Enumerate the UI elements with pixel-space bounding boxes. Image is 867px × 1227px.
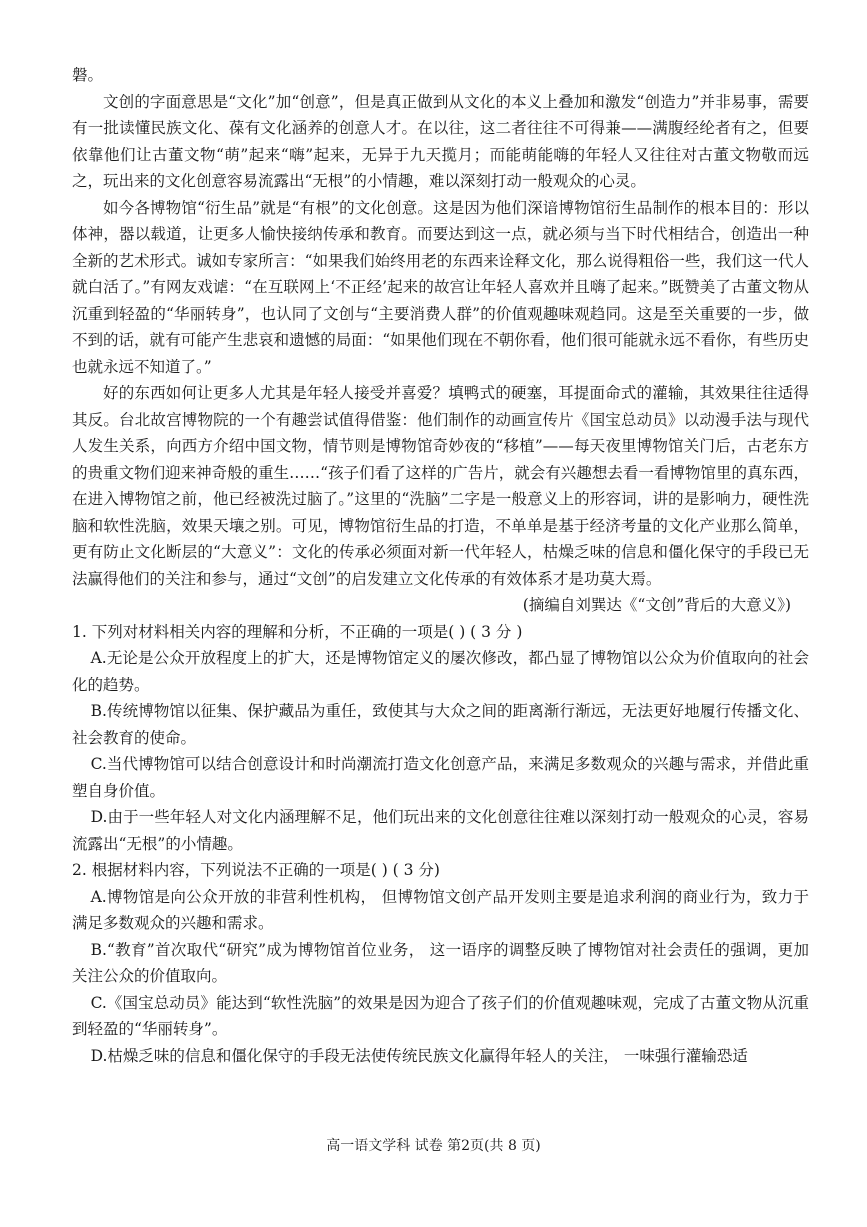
question-2-option-c: C.《国宝总动员》能达到“软性洗脑”的效果是因为迎合了孩子们的价值观趣味观，完成了古董文物从沉重到轻盈的“华丽转身”。 — [72, 993, 809, 1038]
question-1-option-b: B.传统博物馆以征集、保护藏品为重任，致使其与大众之间的距离渐行渐远，无法更好地履行传播文化、社会教育的使命。 — [72, 702, 809, 747]
passage-paragraph: 如今各博物馆“衍生品”就是“有根”的文化创意。这是因为他们深谙博物馆衍生品制作的根本目的：形以体神，器以载道，让更多人愉快接纳传承和教育。而要达到这一点，就必须与当下时代相结合，创造出一种全新的艺术形式。诚如专家所言：“如果我们始终用老的东西来诠释文化，那么说得粗俗一些，我们这一代人就白活了。”有网友戏谑：“在互联网上‘不正经’起来的故宫让年轻人喜欢并且嗨了起来。”既赞美了古董文物从沉重到轻盈的“华丽转身”，也认同了文创与“主要消费人群”的价值观趣味观趋同。这是至关重要的一步，做不到的话，就有可能产生悲哀和遗憾的局面：“如果他们现在不朝你看，他们很可能就永远不看你，有些历史也就永远不知道了。” — [72, 198, 809, 376]
question-1-stem: 1. 下列对材料相关内容的理解和分析，不正确的一项是( ) ( 3 分 ) — [72, 622, 523, 641]
question-2-stem: 2. 根据材料内容，下列说法不正确的一项是( ) ( 3 分) — [72, 861, 440, 879]
question-2-option-a: A.博物馆是向公众开放的非营利性机构， 但博物馆文创产品开发则主要是追求利润的商业行为，致力于满足多数观众的兴趣和需求。 — [72, 887, 809, 932]
question-2-option-b: B.“教育”首次取代“研究”成为博物馆首位业务， 这一语序的调整反映了博物馆对社会责任的强调，更加关注公众的价值取向。 — [72, 940, 809, 985]
passage-paragraph: 好的东西如何让更多人尤其是年轻人接受并喜爱？填鸭式的硬塞，耳提面命式的灌输，其效果往往适得其反。台北故宫博物院的一个有趣尝试值得借鉴：他们制作的动画宣传片《国宝总动员》以动漫手法与现代人发生关系，向西方介绍中国文物，情节则是博物馆奇妙夜的“移植”——每天夜里博物馆关门后，古老东方的贵重文物们迎来神奇般的重生……“孩子们看了这样的广告片，就会有兴趣想去看一看博物馆里的真东西，在进入博物馆之前，他已经被洗过脑了。”这里的“洗脑”二字是一般意义上的形容词，讲的是影响力，硬性洗脑和软性洗脑，效果天壤之别。可见，博物馆衍生品的打造，不单单是基于经济考量的文化产业那么简单，更有防止文化断层的“大意义”：文化的传承必须面对新一代年轻人，枯燥乏味的信息和僵化保守的手段已无法赢得他们的关注和参与，通过“文创”的启发建立文化传承的有效体系才是功莫大焉。 — [72, 384, 809, 588]
question-1-option-d: D.由于一些年轻人对文化内涵理解不足，他们玩出来的文化创意往往难以深刻打动一般观众的心灵，容易流露出“无根”的小情趣。 — [72, 808, 809, 853]
passage-paragraph: 文创的字面意思是“文化”加“创意”，但是真正做到从文化的本义上叠加和激发“创造力”并非易事，需要有一批读懂民族文化、葆有文化涵养的创意人才。在以往，这二者往往不可得兼——满腹经纶者有之，但要依靠他们让古董文物“萌”起来“嗨”起来，无异于九天揽月；而能萌能嗨的年轻人又往往对古董文物敬而远之，玩出来的文化创意容易流露出“无根”的小情趣，难以深刻打动一般观众的心灵。 — [72, 92, 809, 190]
page-footer: 高一语文学科 试卷 第2页(共 8 页) — [326, 1138, 541, 1154]
question-1-option-a: A.无论是公众开放程度上的扩大，还是博物馆定义的屡次修改，都凸显了博物馆以公众为价值取向的社会化的趋势。 — [72, 649, 809, 694]
passage-carry-over: 磐。 — [72, 66, 104, 84]
question-2-option-d: D.枯燥乏味的信息和僵化保守的手段无法使传统民族文化赢得年轻人的关注， 一味强行灌输恐适 — [90, 1046, 748, 1065]
question-1-option-c: C.当代博物馆可以结合创意设计和时尚潮流打造文化创意产品，来满足多数观众的兴趣与需求，并借此重塑自身价值。 — [72, 755, 809, 800]
passage-source: (摘编自刘巽达《“文创”背后的大意义》) — [522, 596, 791, 614]
